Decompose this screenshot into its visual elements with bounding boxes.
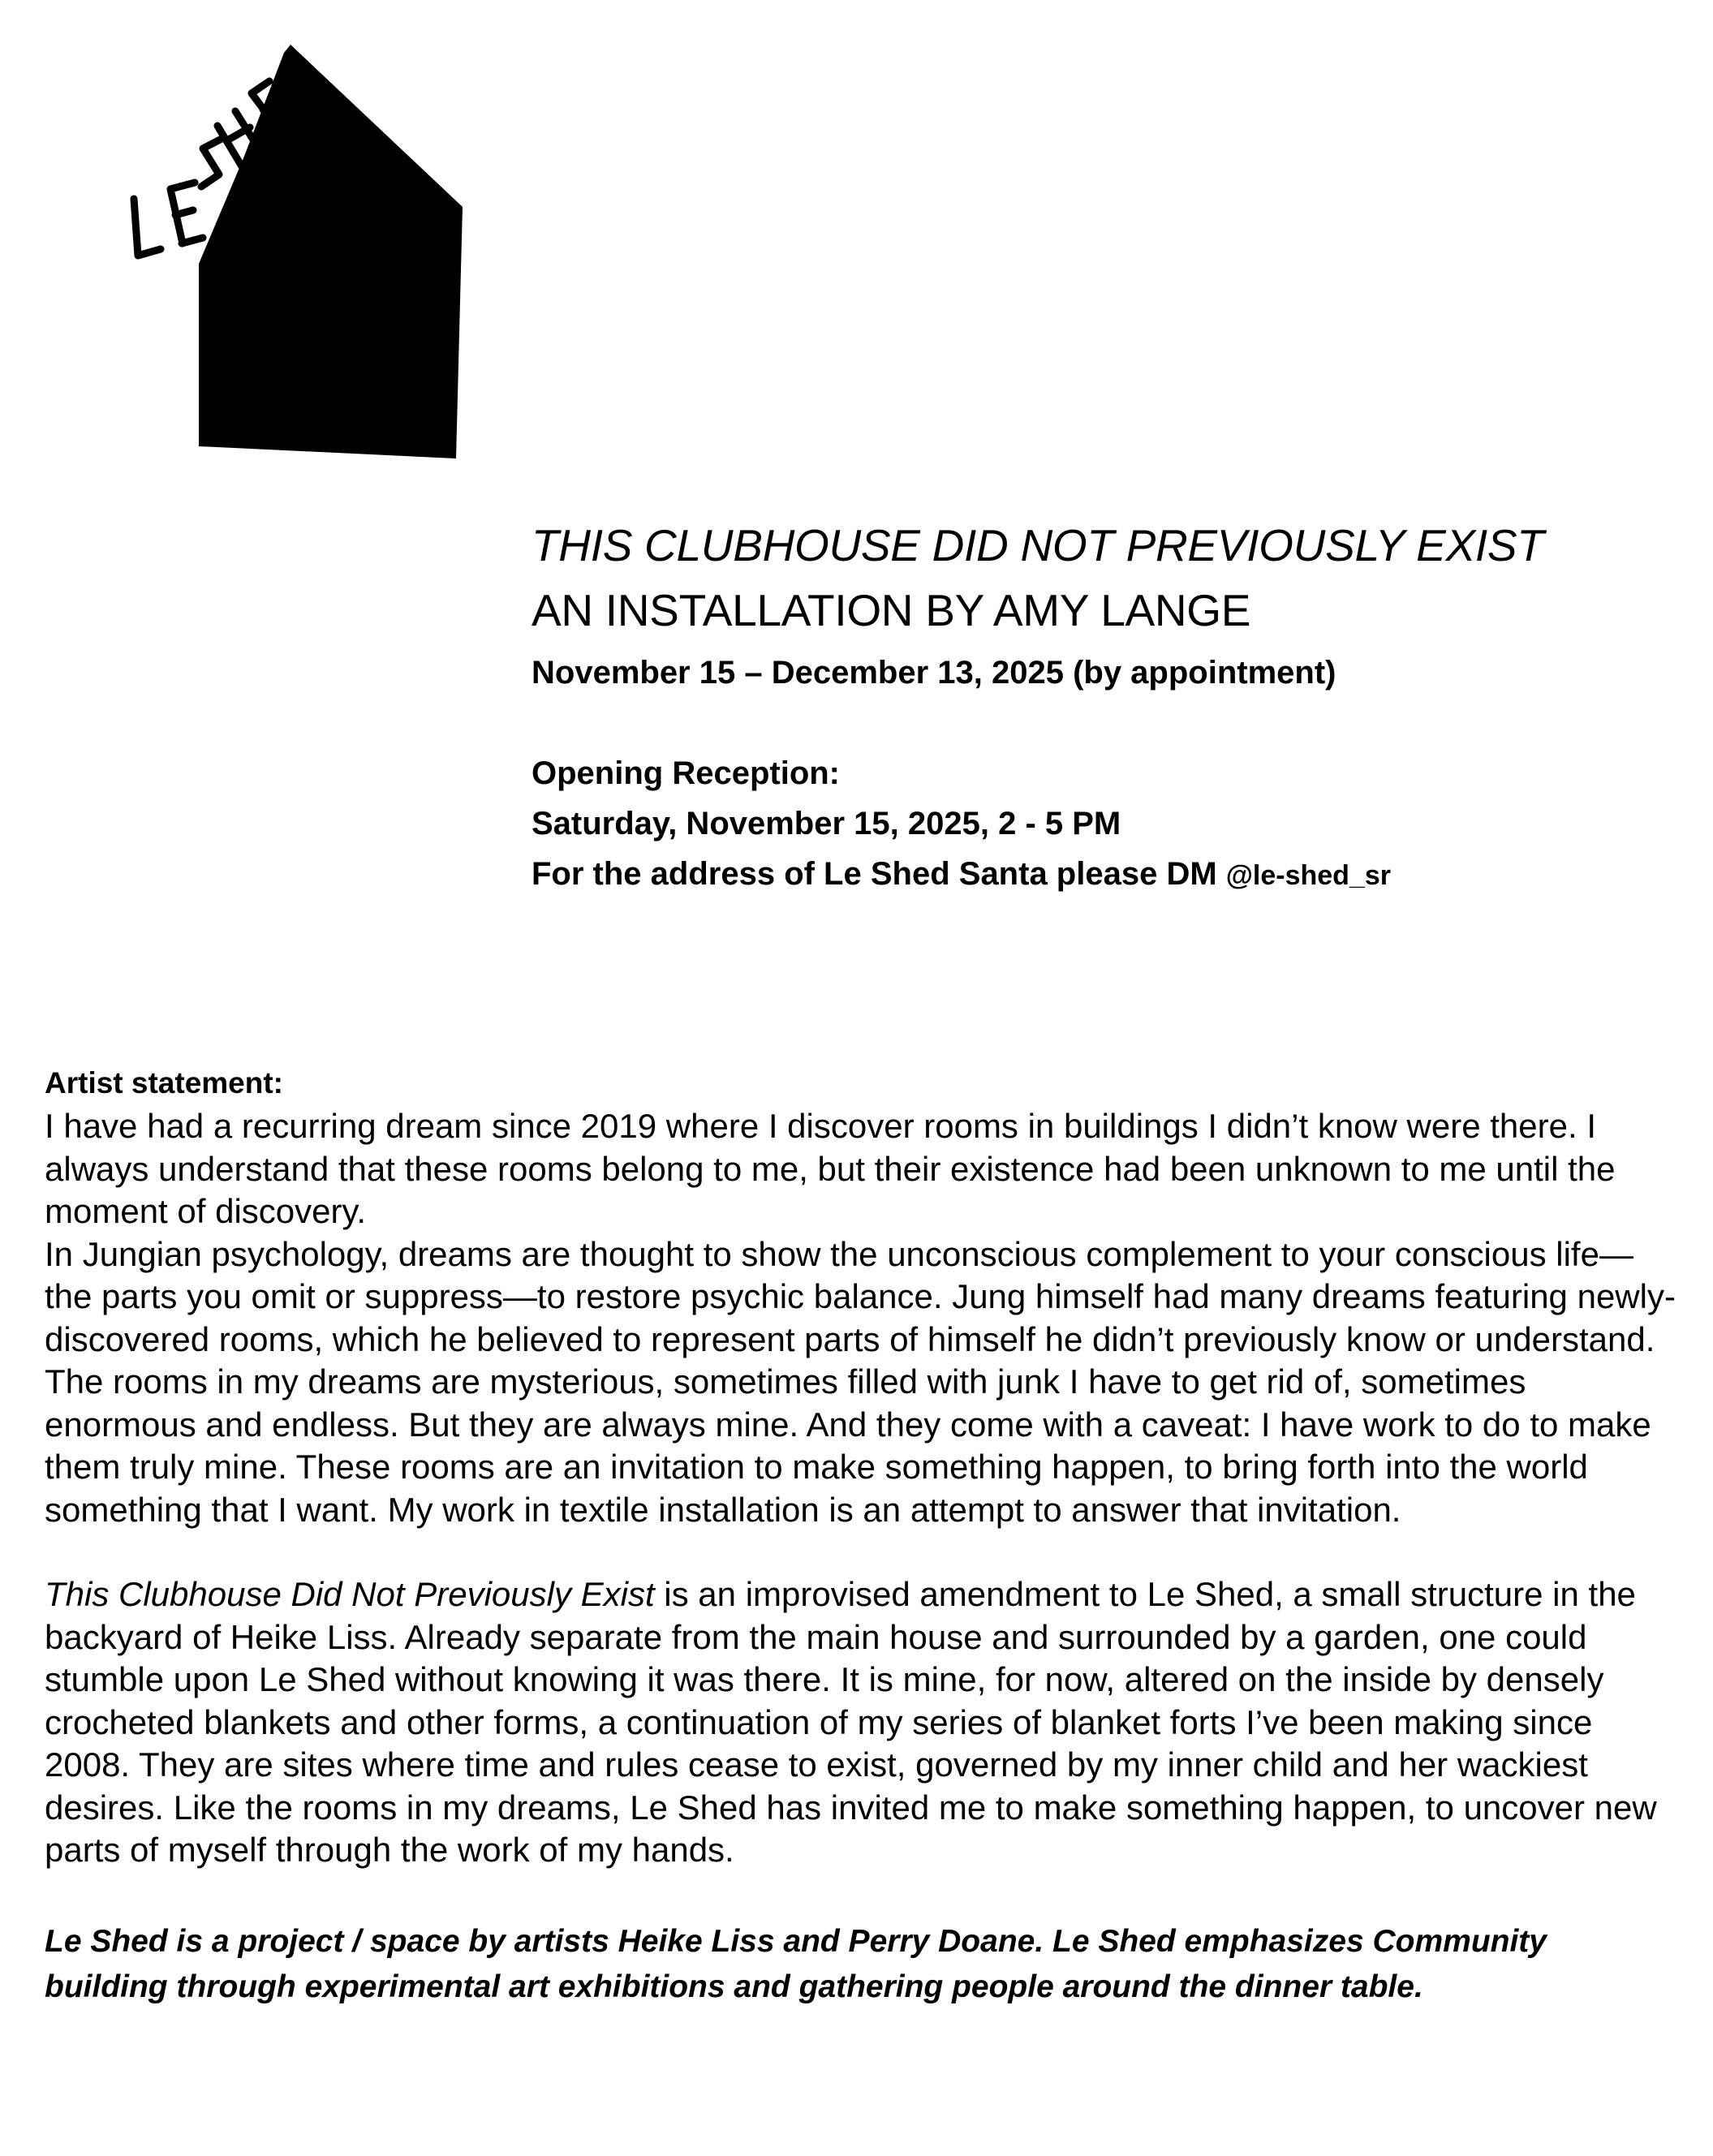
- address-text: For the address of Le Shed Santa please DM: [532, 856, 1226, 892]
- event-header: [532, 513, 1668, 901]
- statement-paragraph-2: In Jungian psychology, dreams are thought to show the unconscious complement to your conscious life—the parts you omit or suppress—to restore psychic balance. Jung himself had many dreams featuring newly-discovered rooms, which he believed to represent parts of himself he didn’t previously know or understand.: [45, 1234, 1676, 1358]
- exhibition-subtitle: AN INSTALLATION BY AMY LANGE: [532, 585, 1251, 635]
- work-title: This Clubhouse Did Not Previously Exist: [45, 1575, 655, 1613]
- statement-paragraph-4: [45, 1573, 1676, 1872]
- instagram-handle: @le-shed_sr: [1225, 860, 1392, 891]
- le-shed-description: Le Shed is a project / space by artists Heike Liss and Perry Doane. Le Shed emphasizes Community building through experimental art exhibitions and gathering people around the dinner table.: [45, 1923, 1547, 2004]
- statement-heading: Artist statement:: [45, 1066, 283, 1100]
- exhibition-dates: November 15 – December 13, 2025 (by appointment): [532, 655, 1336, 691]
- reception-time: Saturday, November 15, 2025, 2 - 5 PM: [532, 806, 1121, 841]
- statement-paragraph-1: I have had a recurring dream since 2019 where I discover rooms in buildings I didn’t know were there. I always understand that these rooms belong to me, but their existence had been unknown to me until the moment of discovery.: [45, 1107, 1616, 1230]
- reception-label: Opening Reception:: [532, 755, 840, 791]
- le-shed-logo: [122, 45, 463, 467]
- statement-paragraph-4-text: is an improvised amendment to Le Shed, a small structure in the backyard of Heike Liss. Already separate from the main house and surrounded by a garden, one could stumble upon Le Shed without knowing it was there. It is mine, for now, altered on the inside by densely crocheted blankets and other forms, a continuation of my series of blanket forts I’ve been making since 2008. They are sites where time and rules cease to exist, governed by my inner child and her wackiest desires. Like the rooms in my dreams, Le Shed has invited me to make something happen, to uncover new parts of myself through the work of my hands.: [45, 1575, 1657, 1869]
- address-note: [532, 849, 1668, 901]
- exhibition-title: THIS CLUBHOUSE DID NOT PREVIOUSLY EXIST: [532, 520, 1544, 570]
- statement-paragraph-3: The rooms in my dreams are mysterious, sometimes filled with junk I have to get rid of, sometimes enormous and endless. But they are always mine. And they come with a caveat: I have work to do to make them truly mine. These rooms are an invitation to make something happen, to bring forth into the world something that I want. My work in textile installation is an attempt to answer that invitation.: [45, 1362, 1651, 1529]
- artist-statement: [45, 1061, 1676, 2010]
